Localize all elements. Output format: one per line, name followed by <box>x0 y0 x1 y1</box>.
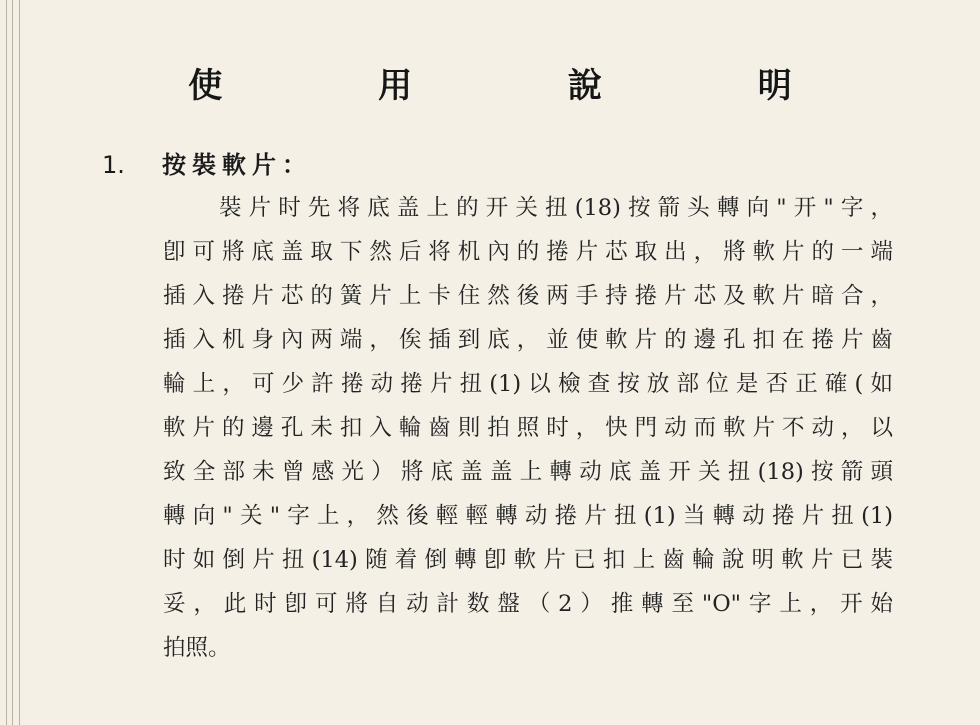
paragraph-line: 妥，此时卽可將自动計数盤（2）推轉至"O"字上，开始 <box>163 591 893 617</box>
page-title: 使 用 說 明 <box>188 66 864 106</box>
page-edge-shadow <box>6 0 7 725</box>
paragraph-line: 拍照。 <box>163 635 231 661</box>
section-heading <box>102 145 312 180</box>
page-edge-shadow <box>12 0 13 725</box>
section-number: 1. <box>102 151 125 179</box>
paragraph-line: 輪上，可少許捲动捲片扭(1)以檢查按放部位是否正確(如 <box>163 371 893 397</box>
paragraph-line: 插入捲片芯的簧片上卡住然後两手持捲片芯及軟片暗合， <box>163 283 893 309</box>
paragraph-line: 时如倒片扭(14)随着倒轉卽軟片已扣上齒輪說明軟片已裝 <box>163 547 893 573</box>
paragraph-line: 裝片时先将底盖上的开关扭(18)按箭头轉向"开"字， <box>219 195 893 221</box>
paragraph-line: 軟片的邊孔未扣入輪齒則拍照时，快門动而軟片不动，以 <box>163 415 893 441</box>
section-title: 按裝軟片： <box>162 151 312 179</box>
paragraph-line: 轉向"关"字上，然後輕輕轉动捲片扭(1)当轉动捲片扭(1) <box>163 503 893 529</box>
instruction-paragraph <box>163 186 893 670</box>
paragraph-line: 卽可將底盖取下然后将机內的捲片芯取出，將軟片的一端 <box>163 239 893 265</box>
page-edge-shadow <box>19 0 20 725</box>
paragraph-line: 致全部未曾感光）將底盖盖上轉动底盖开关扭(18)按箭頭 <box>163 459 893 485</box>
paragraph-line: 插入机身內两端，俟插到底，並使軟片的邊孔扣在捲片齒 <box>163 327 893 353</box>
